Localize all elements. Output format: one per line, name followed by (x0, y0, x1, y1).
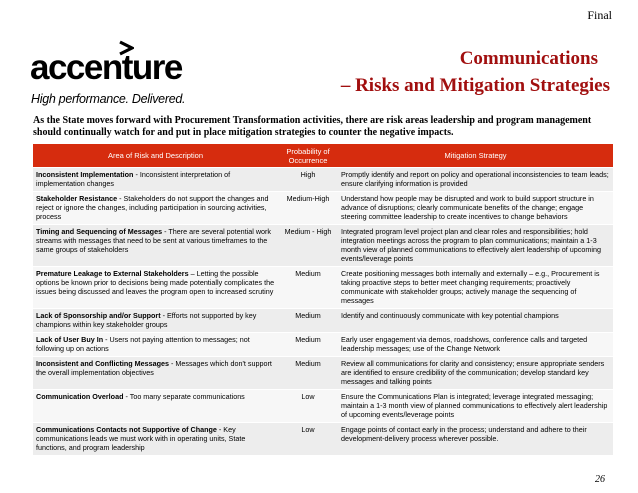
risk-description: - Users not paying attention to messages; not following up on actions (36, 335, 250, 353)
risk-description: - Efforts not supported by key champions within key stakeholder groups (36, 311, 257, 329)
logo-tagline: High performance. Delivered. (31, 92, 186, 106)
probability-cell: Medium (278, 267, 338, 309)
risk-cell (33, 309, 278, 333)
page-number: 26 (595, 474, 605, 485)
header-risk: Area of Risk and Description (33, 144, 278, 168)
risk-description: - Messages which don't support the overall implementation objectives (36, 359, 272, 377)
mitigation-cell: Promptly identify and report on policy and operational inconsistencies to team leads; ensure clarifying information is provided (338, 168, 613, 192)
risk-description: – Letting the possible options be known prior to decisions being made potentially complicates the issues being discussed and leaves the program open to increased scrutiny (36, 269, 275, 296)
accenture-logo (30, 40, 200, 108)
risk-cell (33, 168, 278, 192)
table-row (33, 309, 613, 333)
table-header-row (33, 144, 613, 168)
probability-cell: Low (278, 423, 338, 456)
risk-name: Lack of User Buy In (36, 335, 104, 344)
intro-paragraph: As the State moves forward with Procurement Transformation activities, there are risk areas leadership and program management should continually watch for and put in place mitigation strategies to counter the negative impacts. (33, 115, 592, 138)
mitigation-cell: Create positioning messages both internally and externally – e.g., Procurement is taking proactive steps to better meet changing requirements; proactively communicate with stakeholder groups; actively manage the sequencing of messages (338, 267, 613, 309)
probability-cell: Medium (278, 357, 338, 390)
mitigation-cell: Understand how people may be disrupted and work to build support structure in advance of disruptions; clearly communicate benefits of the change; engage steering committee leadership to create incentives to change behaviors (338, 192, 613, 225)
risk-name: Communication Overload (36, 392, 124, 401)
table-row (33, 267, 613, 309)
risk-cell (33, 390, 278, 423)
probability-cell: High (278, 168, 338, 192)
mitigation-cell: Identify and continuously communicate with key potential champions (338, 309, 613, 333)
risk-cell (33, 192, 278, 225)
table-row (33, 225, 613, 267)
document-status: Final (587, 8, 612, 22)
risk-name: Premature Leakage to External Stakeholders (36, 269, 189, 278)
risk-cell (33, 267, 278, 309)
mitigation-cell: Engage points of contact early in the process; understand and adhere to their development-delivery process wherever possible. (338, 423, 613, 456)
probability-cell: Low (278, 390, 338, 423)
risk-name: Inconsistent and Conflicting Messages (36, 359, 169, 368)
risk-description: - Inconsistent interpretation of implementation changes (36, 170, 231, 188)
table-row (33, 168, 613, 192)
risk-cell (33, 225, 278, 267)
page-title-line1: Communications (459, 48, 598, 69)
risk-description: - Stakeholders do not support the changes and reject or ignore the changes, including participation in sourcing activities, process (36, 194, 269, 221)
risk-description: - There are several potential work streams with messages that need to be sent at various timeframes to the same groups of stakeholders (36, 227, 272, 254)
risk-cell (33, 333, 278, 357)
probability-cell: Medium-High (278, 192, 338, 225)
mitigation-cell: Ensure the Communications Plan is integrated; leverage integrated messaging; maintain a 1-3 month view of planned communications to effectively alert leadership of upcoming events/leverage points (338, 390, 613, 423)
logo-wordmark: accenture (30, 48, 182, 87)
probability-cell: Medium (278, 333, 338, 357)
mitigation-cell: Integrated program level project plan and clear roles and responsibilities; hold integration meetings across the program to plan communications; maintain a 1-3 month view of planned communications to effectively alert leadership of upcoming events/leverage points (338, 225, 613, 267)
probability-cell: Medium (278, 309, 338, 333)
risk-name: Timing and Sequencing of Messages (36, 227, 163, 236)
risk-name: Lack of Sponsorship and/or Support (36, 311, 161, 320)
risk-description: - Too many separate communications (123, 392, 245, 401)
table-row (33, 333, 613, 357)
mitigation-cell: Review all communications for clarity and consistency; ensure appropriate senders are identified to ensure credibility of the communication; develop standard key messages and talking points (338, 357, 613, 390)
page-title-line2: – Risks and Mitigation Strategies (340, 75, 610, 96)
risk-cell (33, 423, 278, 456)
risk-cell (33, 357, 278, 390)
risk-name: Stakeholder Resistance (36, 194, 118, 203)
table-row (33, 357, 613, 390)
mitigation-cell: Early user engagement via demos, roadshows, conference calls and targeted leadership messages; use of the Change Network (338, 333, 613, 357)
header-mitigation: Mitigation Strategy (338, 144, 613, 168)
risk-name: Inconsistent Implementation (36, 170, 134, 179)
risk-description: - Key communications leads we must work with in operating units, State functions, and program leadership (36, 425, 246, 452)
page-title (340, 48, 610, 98)
probability-cell: Medium - High (278, 225, 338, 267)
risk-name: Communications Contacts not Supportive of Change (36, 425, 217, 434)
table-row (33, 390, 613, 423)
table-row (33, 423, 613, 456)
header-probability: Probability of Occurrence (278, 144, 338, 168)
risk-table (33, 144, 613, 455)
table-row (33, 192, 613, 225)
